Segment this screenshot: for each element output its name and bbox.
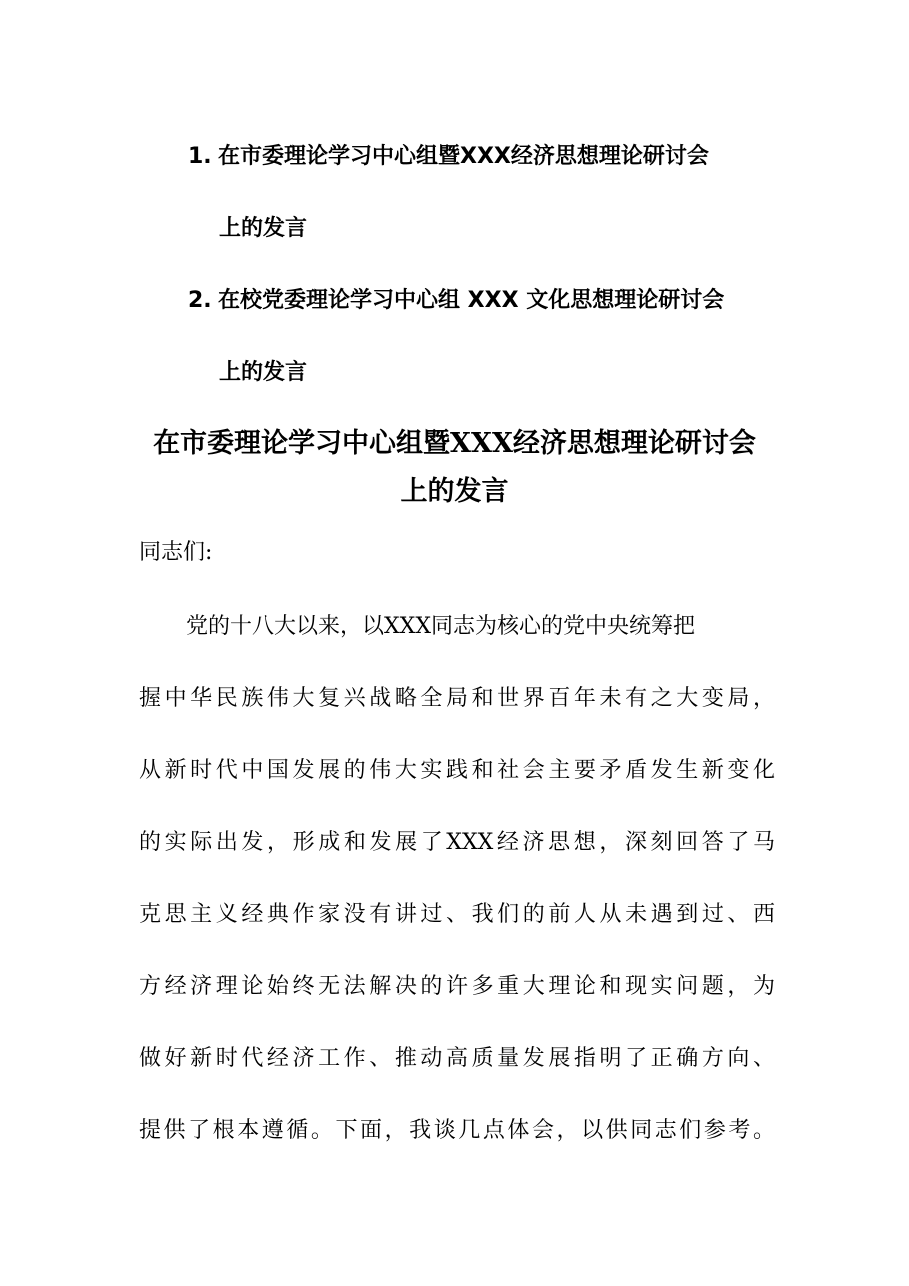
toc-item-2[interactable] [188,286,724,316]
paragraph-line: 握中华民族伟大复兴战略全局和世界百年未有之大变局， [139,686,775,711]
toc-item-1[interactable] [188,142,709,172]
document-title-continuation: 上的发言 [400,476,509,507]
toc-item-number: 2. [188,288,212,313]
toc-item-title: 在校党委理论学习中心组 XXX 文化思想理论研讨会 [218,288,725,313]
salutation: 同志们: [139,540,213,565]
toc-item-title: 在市委理论学习中心组暨XXX经济思想理论研讨会 [218,144,709,169]
paragraph-line: 的实际出发，形成和发展了XXX经济思想，深刻回答了马 [139,830,775,855]
toc-item-2-continuation[interactable]: 上的发言 [219,360,308,385]
paragraph-line: 方经济理论始终无法解决的许多重大理论和现实问题，为 [139,974,775,999]
paragraph-line: 克思主义经典作家没有讲过、我们的前人从未遇到过、西 [139,902,775,927]
paragraph-line: 党的十八大以来，以XXX同志为核心的党中央统筹把 [186,614,695,639]
toc-item-1-continuation[interactable]: 上的发言 [219,216,308,241]
paragraph-line: 从新时代中国发展的伟大实践和社会主要矛盾发生新变化 [139,758,775,783]
document-title: 在市委理论学习中心组暨XXX经济思想理论研讨会 [153,428,756,459]
toc-item-number: 1. [188,144,212,169]
paragraph-line: 提供了根本遵循。下面，我谈几点体会，以供同志们参考。 [139,1118,775,1143]
paragraph-line: 做好新时代经济工作、推动高质量发展指明了正确方向、 [139,1046,775,1071]
